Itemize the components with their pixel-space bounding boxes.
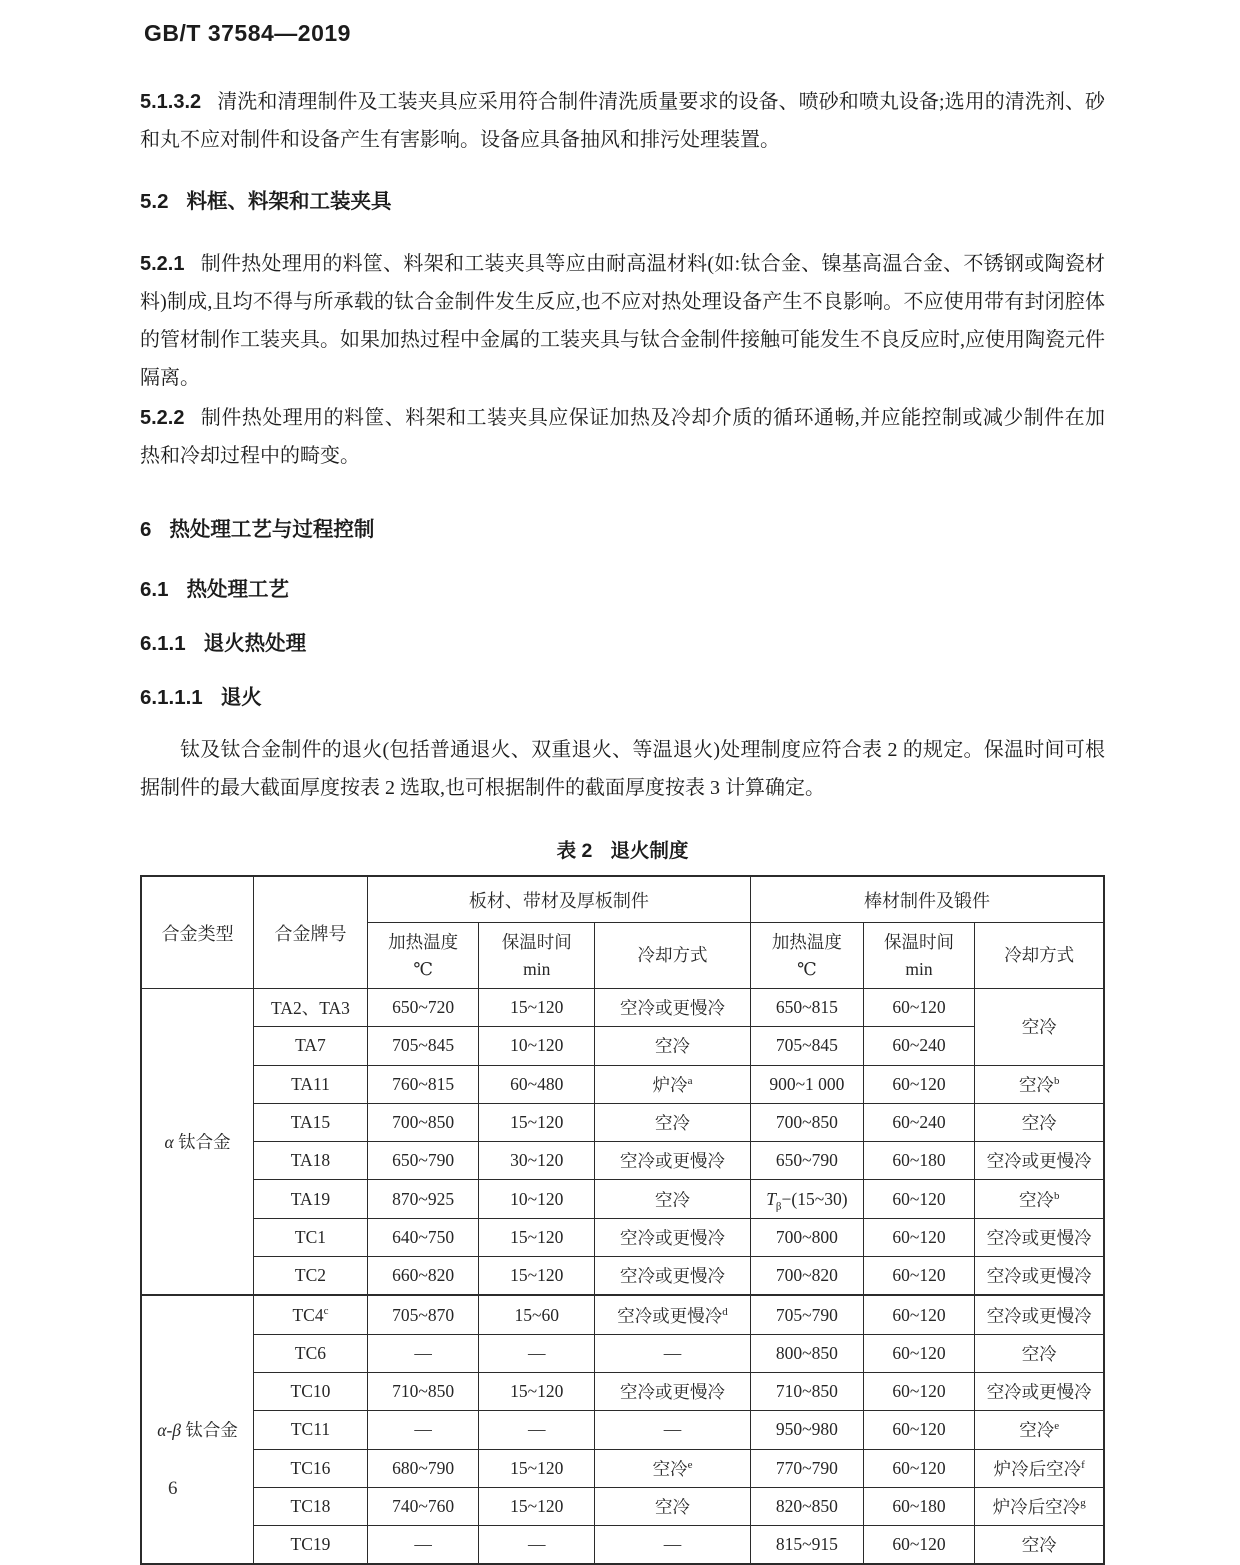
table-caption-label: 表 2	[556, 840, 593, 862]
header-plate-heating-temp	[367, 923, 479, 989]
clause-5132-text: 清洗和清理制件及工装夹具应采用符合制件清洗质量要求的设备、喷砂和喷丸设备;选用的清洗剂、砂和丸不应对制件和设备产生有害影响。设备应具备抽风和排污处理装置。	[140, 91, 1105, 151]
bar-cooling: 空冷	[975, 1334, 1104, 1372]
header-plate-cooling: 冷却方式	[595, 923, 751, 989]
header-alloy-grade: 合金牌号	[254, 876, 368, 989]
plate-heating-temp: —	[367, 1411, 479, 1449]
table-row	[141, 1487, 1104, 1525]
alloy-type-cell: α-β 钛合金	[141, 1295, 254, 1564]
heading-52	[140, 189, 1105, 215]
plate-cooling: 空冷或更慢冷	[595, 1257, 751, 1296]
plate-cooling: 空冷	[595, 1103, 751, 1141]
bar-holding-time: 60~120	[863, 1218, 975, 1256]
plate-heating-temp: 705~845	[367, 1027, 479, 1065]
bar-heating-temp: 950~980	[751, 1411, 864, 1449]
bar-holding-time: 60~180	[863, 1487, 975, 1525]
bar-heating-temp: 700~800	[751, 1218, 864, 1256]
table-row	[141, 1334, 1104, 1372]
bar-cooling: 空冷	[975, 989, 1104, 1066]
table-row	[141, 1372, 1104, 1410]
page-number: 6	[168, 1478, 178, 1499]
bar-heating-temp: 710~850	[751, 1372, 864, 1410]
plate-holding-time: 15~120	[479, 1372, 595, 1410]
alloy-grade-cell: TC16	[254, 1449, 368, 1487]
heading-61-number: 6.1	[140, 578, 169, 601]
plate-holding-time: 15~120	[479, 1103, 595, 1141]
table-row	[141, 1103, 1104, 1141]
plate-heating-temp: 710~850	[367, 1372, 479, 1410]
holding-time-unit: min	[523, 958, 551, 979]
header-alloy-type: 合金类型	[141, 876, 254, 989]
heading-611	[140, 631, 1105, 657]
bar-heating-temp: 770~790	[751, 1449, 864, 1487]
alloy-grade-cell: TC2	[254, 1257, 368, 1296]
table-row	[141, 1180, 1104, 1218]
plate-holding-time: 60~480	[479, 1065, 595, 1103]
heading-6111-text: 退火	[220, 686, 262, 709]
bar-holding-time: 60~120	[863, 989, 975, 1027]
plate-heating-temp: 660~820	[367, 1257, 479, 1296]
table-row	[141, 989, 1104, 1027]
header-bar-cooling: 冷却方式	[975, 923, 1104, 989]
bar-cooling: 空冷	[975, 1526, 1104, 1565]
alloy-grade-cell: TC1	[254, 1218, 368, 1256]
header-group-plate: 板材、带材及厚板制件	[367, 876, 750, 923]
plate-holding-time: 15~120	[479, 1257, 595, 1296]
bar-heating-temp: 705~845	[751, 1027, 864, 1065]
bar-heating-temp: 650~790	[751, 1142, 864, 1180]
heading-61	[140, 577, 1105, 603]
plate-holding-time: 10~120	[479, 1180, 595, 1218]
plate-heating-temp: —	[367, 1526, 479, 1565]
plate-holding-time: —	[479, 1411, 595, 1449]
plate-heating-temp: 650~790	[367, 1142, 479, 1180]
heading-52-text: 料框、料架和工装夹具	[186, 190, 392, 213]
heading-611-number: 6.1.1	[140, 632, 186, 655]
bar-holding-time: 60~120	[863, 1411, 975, 1449]
document-page	[140, 14, 1105, 1565]
table-header-group-row	[141, 876, 1104, 923]
alloy-grade-cell: TA11	[254, 1065, 368, 1103]
annealing-table	[140, 875, 1105, 1565]
table-row	[141, 1526, 1104, 1565]
header-bar-heating-temp	[751, 923, 864, 989]
plate-cooling: 空冷或更慢冷	[595, 1142, 751, 1180]
plate-heating-temp: 700~850	[367, 1103, 479, 1141]
holding-time-label: 保温时间	[884, 931, 955, 952]
heading-6111-number: 6.1.1.1	[140, 686, 203, 709]
plate-holding-time: 10~120	[479, 1027, 595, 1065]
plate-cooling: 空冷或更慢冷	[595, 1218, 751, 1256]
alloy-grade-cell: TA15	[254, 1103, 368, 1141]
plate-cooling: 空冷	[595, 1027, 751, 1065]
bar-heating-temp: $T_\beta-(15\sim 30)$	[751, 1180, 864, 1218]
holding-time-unit: min	[905, 958, 933, 979]
heating-temp-unit: ℃	[413, 958, 433, 979]
heading-6-number: 6	[140, 518, 152, 541]
plate-holding-time: 30~120	[479, 1142, 595, 1180]
bar-cooling: 空冷$^b$	[975, 1180, 1104, 1218]
plate-cooling: 空冷或更慢冷$^d$	[595, 1295, 751, 1334]
bar-heating-temp: 705~790	[751, 1295, 864, 1334]
table-row	[141, 1257, 1104, 1296]
bar-holding-time: 60~120	[863, 1449, 975, 1487]
table-row	[141, 1449, 1104, 1487]
bar-cooling: 空冷或更慢冷	[975, 1142, 1104, 1180]
standard-number: GB/T 37584—2019	[144, 20, 351, 46]
clause-522-text: 制件热处理用的料筐、料架和工装夹具应保证加热及冷却介质的循环通畅,并应能控制或减少制件在加热和冷却过程中的畸变。	[140, 407, 1105, 467]
bar-holding-time: 60~120	[863, 1526, 975, 1565]
clause-5132-number: 5.1.3.2	[140, 91, 202, 113]
plate-cooling: 空冷或更慢冷	[595, 989, 751, 1027]
alloy-type-cell: α 钛合金	[141, 989, 254, 1296]
plate-holding-time: 15~120	[479, 989, 595, 1027]
alloy-grade-cell: TC11	[254, 1411, 368, 1449]
clause-521	[140, 245, 1105, 397]
heating-temp-label: 加热温度	[771, 931, 842, 952]
table-caption	[140, 835, 1105, 863]
plate-heating-temp: 760~815	[367, 1065, 479, 1103]
bar-cooling: 空冷$^b$	[975, 1065, 1104, 1103]
plate-heating-temp: 740~760	[367, 1487, 479, 1525]
heading-6111	[140, 685, 1105, 711]
plate-heating-temp: 650~720	[367, 989, 479, 1027]
plate-holding-time: 15~120	[479, 1218, 595, 1256]
table-caption-title: 退火制度	[610, 840, 689, 862]
plate-cooling: 空冷	[595, 1487, 751, 1525]
plate-cooling: 炉冷$^a$	[595, 1065, 751, 1103]
bar-holding-time: 60~120	[863, 1295, 975, 1334]
heating-temp-label: 加热温度	[388, 931, 459, 952]
plate-cooling: —	[595, 1334, 751, 1372]
holding-time-label: 保温时间	[501, 931, 572, 952]
plate-holding-time: 15~120	[479, 1487, 595, 1525]
bar-holding-time: 60~120	[863, 1334, 975, 1372]
bar-cooling: 空冷或更慢冷	[975, 1218, 1104, 1256]
table-row	[141, 1142, 1104, 1180]
bar-holding-time: 60~240	[863, 1103, 975, 1141]
plate-heating-temp: 870~925	[367, 1180, 479, 1218]
header-group-bar: 棒材制件及锻件	[751, 876, 1104, 923]
heading-611-text: 退火热处理	[203, 632, 307, 655]
header-bar-holding-time	[863, 923, 975, 989]
heading-52-number: 5.2	[140, 190, 169, 213]
heading-6	[140, 517, 1105, 543]
bar-heating-temp: 650~815	[751, 989, 864, 1027]
table-row	[141, 1065, 1104, 1103]
table-row	[141, 1218, 1104, 1256]
plate-cooling: 空冷	[595, 1180, 751, 1218]
clause-522-number: 5.2.2	[140, 407, 185, 429]
bar-cooling: 空冷或更慢冷	[975, 1372, 1104, 1410]
bar-cooling: 空冷或更慢冷	[975, 1257, 1104, 1296]
plate-heating-temp: 705~870	[367, 1295, 479, 1334]
bar-heating-temp: 700~850	[751, 1103, 864, 1141]
clause-521-number: 5.2.1	[140, 253, 185, 275]
alloy-grade-cell: TA2、TA3	[254, 989, 368, 1027]
bar-heating-temp: 820~850	[751, 1487, 864, 1525]
plate-holding-time: —	[479, 1526, 595, 1565]
bar-cooling: 炉冷后空冷$^g$	[975, 1487, 1104, 1525]
table-row	[141, 1027, 1104, 1065]
alloy-grade-cell: TA7	[254, 1027, 368, 1065]
bar-holding-time: 60~180	[863, 1142, 975, 1180]
plate-cooling: —	[595, 1411, 751, 1449]
bar-holding-time: 60~120	[863, 1372, 975, 1410]
alloy-grade-cell: TA18	[254, 1142, 368, 1180]
plate-holding-time: —	[479, 1334, 595, 1372]
plate-holding-time: 15~120	[479, 1449, 595, 1487]
alloy-grade-cell: TC19	[254, 1526, 368, 1565]
clause-521-text: 制件热处理用的料筐、料架和工装夹具等应由耐高温材料(如:钛合金、镍基高温合金、不锈钢或陶瓷材料)制成,且均不得与所承载的钛合金制件发生反应,也不应对热处理设备产生不良影响。不应使用带有封闭腔体的管材制作工装夹具。如果加热过程中金属的工装夹具与钛合金制件接触可能发生不良反应时,应使用陶瓷元件隔离。	[140, 253, 1105, 389]
plate-heating-temp: 640~750	[367, 1218, 479, 1256]
plate-cooling: —	[595, 1526, 751, 1565]
plate-heating-temp: —	[367, 1334, 479, 1372]
header-plate-holding-time	[479, 923, 595, 989]
bar-heating-temp: 700~820	[751, 1257, 864, 1296]
alloy-grade-cell: TC6	[254, 1334, 368, 1372]
plate-cooling: 空冷或更慢冷	[595, 1372, 751, 1410]
heading-6-text: 热处理工艺与过程控制	[169, 518, 375, 541]
clause-522	[140, 399, 1105, 475]
bar-heating-temp: 800~850	[751, 1334, 864, 1372]
bar-holding-time: 60~240	[863, 1027, 975, 1065]
plate-heating-temp: 680~790	[367, 1449, 479, 1487]
bar-heating-temp: 900~1 000	[751, 1065, 864, 1103]
alloy-grade-cell: TA19	[254, 1180, 368, 1218]
heating-temp-unit: ℃	[797, 958, 817, 979]
plate-cooling: 空冷$^e$	[595, 1449, 751, 1487]
alloy-grade-cell: TC4$^c$	[254, 1295, 368, 1334]
alloy-grade-cell: TC10	[254, 1372, 368, 1410]
plate-holding-time: 15~60	[479, 1295, 595, 1334]
clause-5132	[140, 83, 1105, 159]
bar-cooling: 空冷$^e$	[975, 1411, 1104, 1449]
bar-heating-temp: 815~915	[751, 1526, 864, 1565]
bar-holding-time: 60~120	[863, 1257, 975, 1296]
table-row	[141, 1411, 1104, 1449]
heading-61-text: 热处理工艺	[186, 578, 289, 601]
table-row	[141, 1295, 1104, 1334]
alloy-grade-cell: TC18	[254, 1487, 368, 1525]
bar-holding-time: 60~120	[863, 1065, 975, 1103]
bar-cooling: 空冷	[975, 1103, 1104, 1141]
bar-cooling: 空冷或更慢冷	[975, 1295, 1104, 1334]
bar-cooling: 炉冷后空冷$^f$	[975, 1449, 1104, 1487]
bar-holding-time: 60~120	[863, 1180, 975, 1218]
intro-paragraph: 钛及钛合金制件的退火(包括普通退火、双重退火、等温退火)处理制度应符合表 2 的规定。保温时间可根据制件的最大截面厚度按表 2 选取,也可根据制件的截面厚度按表 3 计算确定。	[140, 739, 1105, 799]
